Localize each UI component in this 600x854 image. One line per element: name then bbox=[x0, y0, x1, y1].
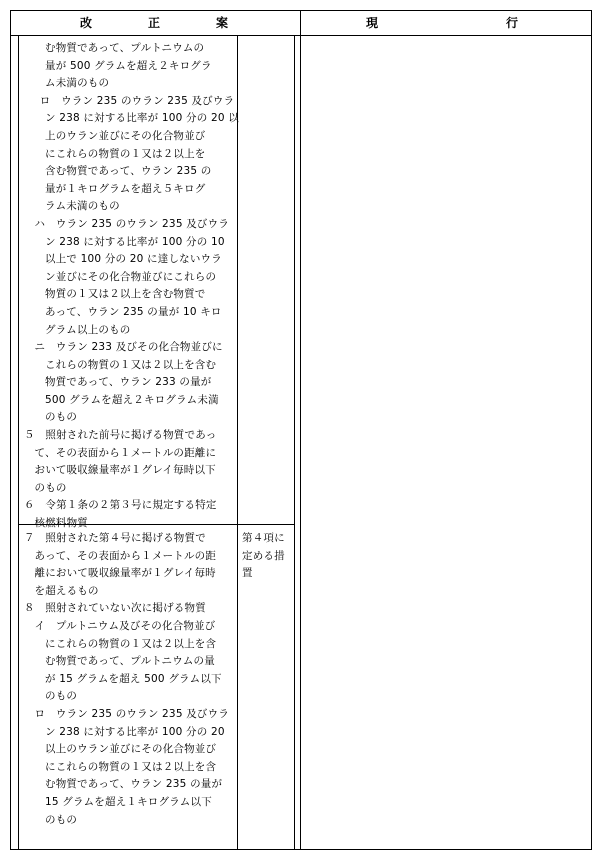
header-proposed-char-3: 案 bbox=[216, 16, 229, 30]
text-line: 含む物質であって、ウラン 235 の bbox=[45, 165, 212, 178]
measure-line: 置 bbox=[242, 567, 253, 580]
header-current-char-1: 現 bbox=[366, 16, 379, 30]
text-line: ニ ウラン 233 及びその化合物並びに bbox=[34, 341, 223, 354]
header-proposed-char-2: 正 bbox=[148, 16, 161, 30]
text-line: にこれらの物質の１又は２以上を含 bbox=[45, 637, 217, 650]
text-line: が 15 グラムを超え 500 グラム以下 bbox=[45, 672, 222, 685]
text-line: のもの bbox=[45, 813, 78, 826]
proposed-lower-text bbox=[24, 530, 234, 829]
text-line: 物質の１又は２以上を含む物質で bbox=[45, 288, 206, 301]
text-line: にこれらの物質の１又は２以上を含 bbox=[45, 760, 217, 773]
text-line: ン並びにその化合物並びにこれらの bbox=[45, 270, 217, 283]
text-line: あって、その表面から１メートルの距 bbox=[34, 549, 217, 562]
text-line: イ プルトニウム及びその化合物並び bbox=[34, 619, 216, 632]
text-line: 核燃料物質 bbox=[34, 517, 88, 530]
header-proposed bbox=[10, 12, 300, 34]
text-line: 物質であって、ウラン 233 の量が bbox=[45, 376, 212, 389]
text-line: ン 238 に対する比率が 100 分の 20 以 bbox=[45, 112, 239, 125]
text-line: 量が１キログラムを超え５キログ bbox=[45, 182, 206, 195]
header-divider bbox=[10, 35, 592, 36]
text-line: にこれらの物質の１又は２以上を bbox=[45, 147, 206, 160]
measure-column-line bbox=[237, 35, 238, 850]
text-line: 15 グラムを超え１キログラム以下 bbox=[45, 795, 212, 808]
text-line: ８ 照射されていない次に掲げる物質 bbox=[24, 602, 206, 615]
text-line: ロ ウラン 235 のウラン 235 及びウラ bbox=[34, 707, 230, 720]
text-line: む物質であって、プルトニウムの量 bbox=[45, 655, 215, 668]
text-line: て、その表面から１メートルの距離に bbox=[34, 446, 217, 459]
header-current bbox=[300, 12, 592, 34]
text-line: これらの物質の１又は２以上を含む bbox=[45, 358, 217, 371]
text-line: 量が 500 グラムを超え２キログラ bbox=[45, 59, 212, 72]
text-line: のもの bbox=[34, 481, 67, 494]
text-line: のもの bbox=[45, 411, 78, 424]
text-line: を超えるもの bbox=[34, 584, 99, 597]
measure-text bbox=[242, 530, 292, 583]
text-line: のもの bbox=[45, 690, 78, 703]
measure-line: 第４項に bbox=[242, 532, 285, 544]
text-line: グラム以上のもの bbox=[45, 323, 131, 336]
column-divider bbox=[300, 10, 301, 850]
header-proposed-char-1: 改 bbox=[80, 16, 93, 30]
text-line: ７ 照射された第４号に掲げる物質で bbox=[24, 532, 206, 544]
column-divider-double bbox=[294, 35, 295, 850]
left-margin-line bbox=[18, 35, 19, 850]
text-line: ハ ウラン 235 のウラン 235 及びウラ bbox=[34, 217, 230, 230]
text-line: ５ 照射された前号に掲げる物質であっ bbox=[24, 429, 217, 442]
text-line: ン 238 に対する比率が 100 分の 10 bbox=[45, 235, 225, 248]
text-line: ム未満のもの bbox=[45, 77, 110, 90]
header-current-char-2: 行 bbox=[506, 16, 519, 30]
text-line: ラム未満のもの bbox=[45, 200, 120, 213]
text-line: ン 238 に対する比率が 100 分の 20 bbox=[45, 725, 225, 738]
text-line: 以上で 100 分の 20 に達しないウラ bbox=[45, 253, 222, 266]
text-line: む物質であって、プルトニウムの bbox=[45, 42, 205, 54]
text-line: む物質であって、ウラン 235 の量が bbox=[45, 778, 223, 791]
measure-line: 定める措 bbox=[242, 549, 285, 562]
text-line: ロ ウラン 235 のウラン 235 及びウラ bbox=[39, 94, 235, 107]
text-line: あって、ウラン 235 の量が 10 キロ bbox=[45, 305, 222, 318]
text-line: おいて吸収線量率が１グレイ毎時以下 bbox=[34, 464, 216, 477]
text-line: 500 グラムを超え２キログラム未満 bbox=[45, 393, 219, 406]
text-line: 上のウラン並びにその化合物並び bbox=[45, 129, 206, 142]
text-line: 以上のウラン並びにその化合物並び bbox=[45, 743, 217, 756]
text-line: 離において吸収線量率が１グレイ毎時 bbox=[34, 567, 216, 580]
text-line: ６ 令第１条の２第３号に規定する特定 bbox=[24, 499, 217, 512]
proposed-upper-text bbox=[24, 40, 239, 533]
